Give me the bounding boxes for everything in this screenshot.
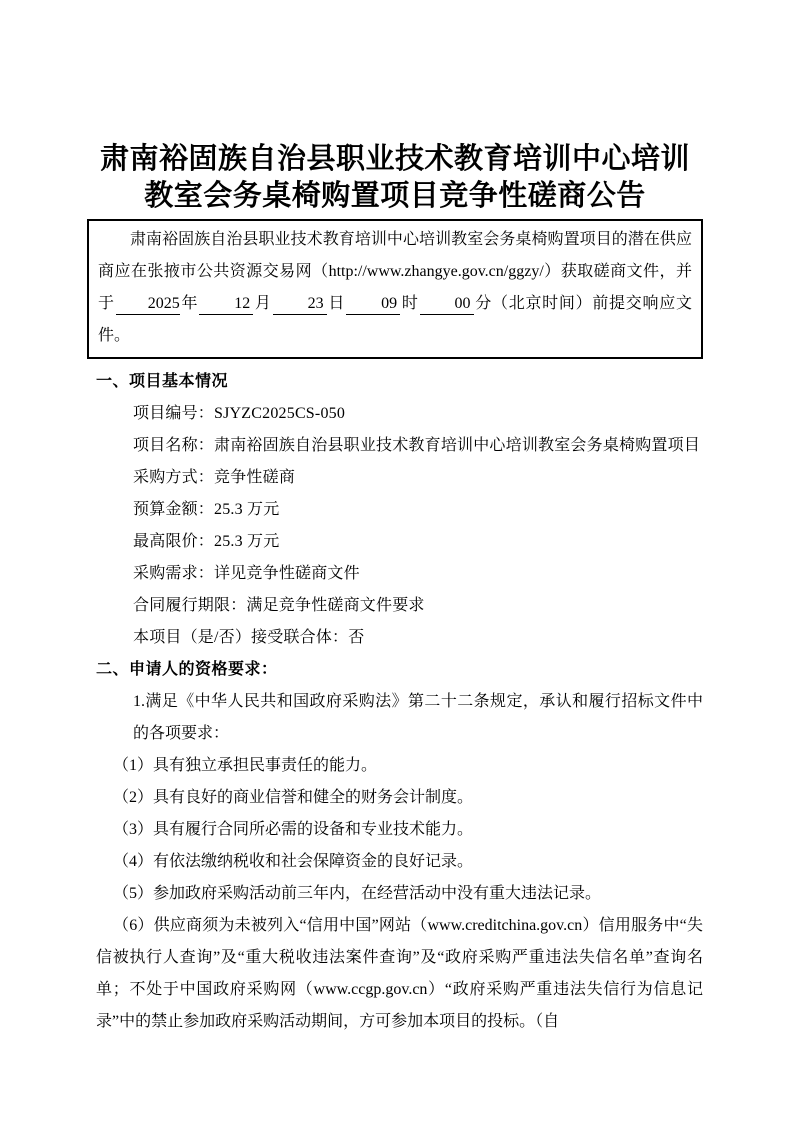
field-label: 最高限价： (133, 533, 215, 550)
page-title-line-2: 教室会务桌椅购置项目竞争性磋商公告 (144, 180, 646, 212)
qualification-intro: 1.满足《中华人民共和国政府采购法》第二十二条规定，承认和履行招标文件中的各项要求： (133, 693, 703, 742)
deadline-month-blank: 12 (199, 294, 253, 315)
field-label: 预算金额： (133, 501, 215, 518)
deadline-hour-unit: 时 (401, 295, 419, 312)
field-value: 25.3 万元 (214, 533, 280, 550)
section1-heading: 一、项目基本情况 (96, 373, 229, 390)
section2-heading: 二、申请人的资格要求： (96, 661, 278, 678)
qualification-item-3: （3）具有履行合同所必需的设备和专业技术能力。 (113, 821, 474, 838)
field-label: 项目编号： (133, 405, 215, 422)
deadline-year-unit: 年 (180, 295, 199, 312)
deadline-minute-unit: 分 (474, 295, 492, 312)
deadline-year-blank: 2025 (116, 294, 180, 315)
notice-text-end: （北京时间）前提交响应文件。 (98, 295, 692, 344)
deadline-month-unit: 月 (254, 295, 272, 312)
deadline-day-blank: 23 (273, 294, 327, 315)
page-title-line-1: 肃南裕固族自治县职业技术教育培训中心培训 (99, 143, 690, 175)
field-value: 否 (348, 629, 365, 646)
field-label: 本项目（是/否）接受联合体： (133, 629, 349, 646)
deadline-hour-blank: 09 (346, 294, 400, 315)
field-label: 采购方式： (133, 469, 215, 486)
field-contract-period (133, 590, 703, 622)
field-value: 详见竞争性磋商文件 (214, 565, 360, 582)
qualification-item-6: （6）供应商须为未被列入“信用中国”网站（www.creditchina.gov.cn）信用服务中“失信被执行人查询”及“重大税收违法案件查询”及“政府采购严重违法失信名单”查询名单；不处于中国政府采购网（www.ccgp.gov.cn）“政府采购严重违法失信行为信息记录”中的禁止参加政府采购活动期间，方可参加本项目的投标。（自 (96, 917, 703, 1030)
notice-text-start: 肃南裕固族自治县职业技术教育培训中心培训教室会务桌椅购置项目的潜在供应商应在张掖市公共资源交易网（http://www.zhangye.gov.cn/ggzy/）获取磋商文件，并于 (98, 231, 692, 312)
field-procurement-demand (133, 558, 703, 590)
field-value: SJYZC2025CS-050 (214, 405, 346, 422)
page-title (87, 141, 703, 215)
document-body (87, 141, 703, 1038)
field-max-price (133, 526, 703, 558)
notice-box (87, 219, 703, 359)
field-label: 合同履行期限： (133, 597, 247, 614)
field-procurement-method (133, 462, 703, 494)
field-label: 采购需求： (133, 565, 215, 582)
field-value: 25.3 万元 (214, 501, 280, 518)
field-consortium (133, 622, 703, 654)
qualification-item-5: （5）参加政府采购活动前三年内，在经营活动中没有重大违法记录。 (113, 885, 602, 902)
field-project-name (133, 430, 703, 462)
field-project-number (133, 398, 703, 430)
qualification-item-1: （1）具有独立承担民事责任的能力。 (113, 757, 378, 774)
field-budget-amount (133, 494, 703, 526)
deadline-day-unit: 日 (327, 295, 346, 312)
field-value: 肃南裕固族自治县职业技术教育培训中心培训教室会务桌椅购置项目 (214, 437, 701, 454)
field-label: 项目名称： (133, 437, 215, 454)
deadline-minute-blank: 00 (420, 294, 474, 315)
field-value: 竞争性磋商 (214, 469, 296, 486)
sections (87, 366, 703, 1038)
field-value: 满足竞争性磋商文件要求 (246, 597, 425, 614)
notice-paragraph (98, 224, 692, 352)
qualification-item-4: （4）有依法缴纳税收和社会保障资金的良好记录。 (113, 853, 474, 870)
qualification-item-2: （2）具有良好的商业信誉和健全的财务会计制度。 (113, 789, 474, 806)
